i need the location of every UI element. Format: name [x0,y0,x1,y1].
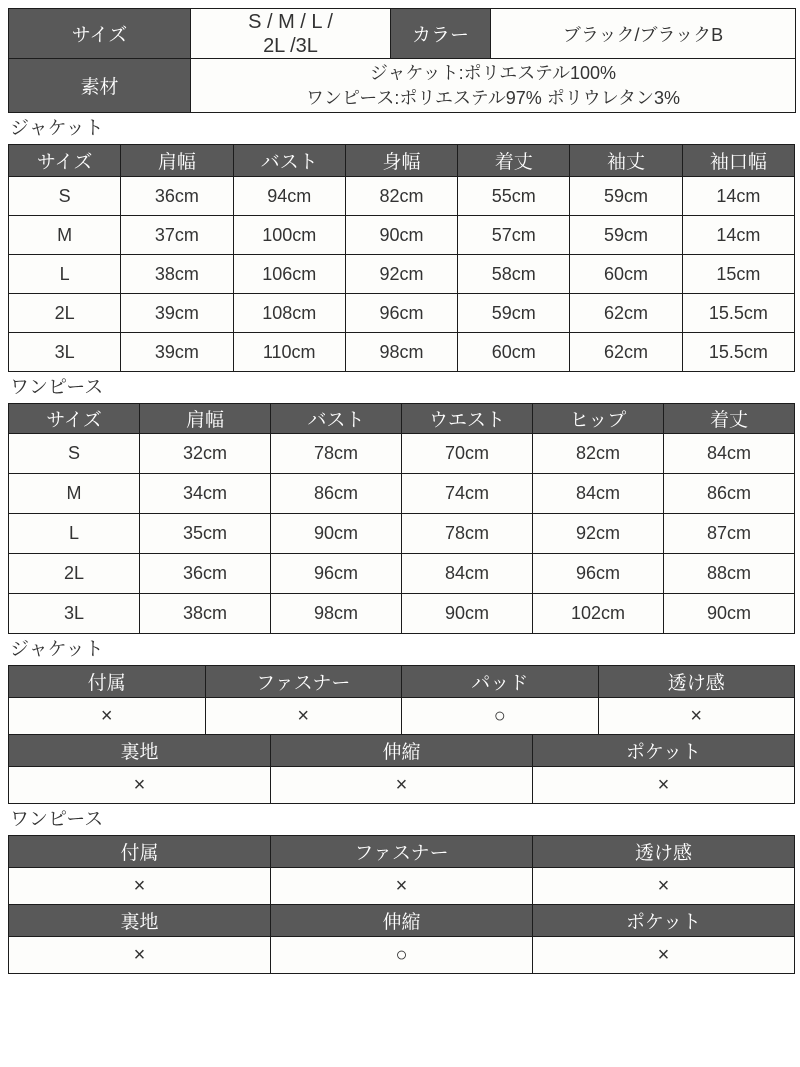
measure-cell: 35cm [140,514,271,554]
measure-cell: 96cm [345,294,457,333]
measure-cell: 59cm [458,294,570,333]
measure-cell: 82cm [345,177,457,216]
detail-header: ポケット [533,735,795,767]
size-cell: L [9,514,140,554]
measure-cell: 55cm [458,177,570,216]
measure-cell: 39cm [121,294,233,333]
measure-cell: 92cm [533,514,664,554]
jacket-col-header: バスト [233,145,345,177]
jacket-size-section-label: ジャケット [10,118,104,139]
onepiece-details-section-label: ワンピース [10,809,104,830]
color-value-cell: ブラック/ブラックB [491,9,796,59]
jacket-size-row [9,216,795,255]
detail-header: 付属 [9,666,206,698]
size-cell: M [9,474,140,514]
onepiece-col-header: 着丈 [664,404,795,434]
onepiece-col-header: ウエスト [402,404,533,434]
detail-header: 伸縮 [271,905,533,937]
measure-cell: 39cm [121,333,233,372]
jacket-size-table [8,144,795,372]
measure-cell: 37cm [121,216,233,255]
measure-cell: 62cm [570,294,682,333]
measure-cell: 15.5cm [682,333,794,372]
detail-mark-cell: ○ [402,698,599,735]
detail-header: 裏地 [9,905,271,937]
measure-cell: 98cm [345,333,457,372]
measure-cell: 90cm [664,594,795,634]
measure-cell: 36cm [121,177,233,216]
detail-mark-cell: × [9,937,271,974]
detail-mark-cell: × [533,937,795,974]
measure-cell: 106cm [233,255,345,294]
size-value-line2: 2L /3L [263,34,318,57]
measure-cell: 14cm [682,177,794,216]
measure-cell: 57cm [458,216,570,255]
measure-cell: 34cm [140,474,271,514]
detail-mark-cell: × [271,868,533,905]
size-cell: 3L [9,594,140,634]
detail-header: 透け感 [533,836,795,868]
measure-cell: 98cm [271,594,402,634]
measure-cell: 74cm [402,474,533,514]
measure-cell: 60cm [458,333,570,372]
material-line2: ワンピース:ポリエステル97% ポリウレタン3% [305,87,681,108]
material-header-cell: 素材 [9,59,191,113]
measure-cell: 92cm [345,255,457,294]
measure-cell: 58cm [458,255,570,294]
measure-cell: 84cm [664,434,795,474]
onepiece-col-header: サイズ [9,404,140,434]
detail-header: 裏地 [9,735,271,767]
onepiece-col-header: ヒップ [533,404,664,434]
jacket-col-header: 着丈 [458,145,570,177]
detail-header: ポケット [533,905,795,937]
measure-cell: 90cm [345,216,457,255]
measure-cell: 78cm [402,514,533,554]
detail-header: 付属 [9,836,271,868]
measure-cell: 96cm [533,554,664,594]
size-cell: L [9,255,121,294]
measure-cell: 14cm [682,216,794,255]
measure-cell: 90cm [402,594,533,634]
size-cell: 3L [9,333,121,372]
measure-cell: 102cm [533,594,664,634]
measure-cell: 36cm [140,554,271,594]
size-header-cell: サイズ [9,9,191,59]
measure-cell: 78cm [271,434,402,474]
detail-header: 透け感 [598,666,795,698]
detail-mark-cell: × [271,767,533,804]
onepiece-size-row [9,474,795,514]
detail-header: パッド [402,666,599,698]
detail-mark-cell: × [205,698,402,735]
jacket-size-row [9,255,795,294]
jacket-col-header: 袖口幅 [682,145,794,177]
onepiece-size-section-label: ワンピース [10,377,104,398]
onepiece-size-row [9,514,795,554]
onepiece-col-header: 肩幅 [140,404,271,434]
measure-cell: 38cm [140,594,271,634]
size-value-cell [191,9,391,59]
jacket-col-header: 肩幅 [121,145,233,177]
measure-cell: 87cm [664,514,795,554]
measure-cell: 86cm [271,474,402,514]
jacket-size-row [9,333,795,372]
measure-cell: 90cm [271,514,402,554]
detail-header: ファスナー [205,666,402,698]
jacket-col-header: 身幅 [345,145,457,177]
detail-mark-cell: × [533,767,795,804]
jacket-col-header: 袖丈 [570,145,682,177]
detail-header: ファスナー [271,836,533,868]
measure-cell: 38cm [121,255,233,294]
measure-cell: 32cm [140,434,271,474]
size-value-line1: S / M / L / [248,10,333,33]
size-cell: S [9,434,140,474]
size-cell: M [9,216,121,255]
measure-cell: 60cm [570,255,682,294]
color-header-cell: カラー [391,9,491,59]
jacket-col-header: サイズ [9,145,121,177]
size-cell: 2L [9,554,140,594]
measure-cell: 96cm [271,554,402,594]
jacket-size-row [9,177,795,216]
size-cell: 2L [9,294,121,333]
onepiece-details-table [8,835,795,974]
detail-mark-cell: × [9,868,271,905]
measure-cell: 86cm [664,474,795,514]
jacket-details-section-label: ジャケット [10,639,104,660]
detail-mark-cell: ○ [271,937,533,974]
measure-cell: 84cm [533,474,664,514]
measure-cell: 84cm [402,554,533,594]
measure-cell: 82cm [533,434,664,474]
measure-cell: 59cm [570,177,682,216]
measure-cell: 94cm [233,177,345,216]
measure-cell: 62cm [570,333,682,372]
material-line1: ジャケット:ポリエステル100% [369,62,617,83]
material-value-cell [191,59,796,113]
detail-mark-cell: × [533,868,795,905]
measure-cell: 88cm [664,554,795,594]
measure-cell: 70cm [402,434,533,474]
detail-header: 伸縮 [271,735,533,767]
measure-cell: 15.5cm [682,294,794,333]
onepiece-size-row [9,554,795,594]
onepiece-col-header: バスト [271,404,402,434]
onepiece-size-row [9,594,795,634]
top-info-table [8,8,796,113]
measure-cell: 110cm [233,333,345,372]
onepiece-size-table [8,403,795,634]
detail-mark-cell: × [9,698,206,735]
detail-mark-cell: × [9,767,271,804]
measure-cell: 100cm [233,216,345,255]
jacket-size-row [9,294,795,333]
measure-cell: 15cm [682,255,794,294]
detail-mark-cell: × [598,698,795,735]
measure-cell: 108cm [233,294,345,333]
jacket-details-table [8,665,795,804]
measure-cell: 59cm [570,216,682,255]
onepiece-size-row [9,434,795,474]
size-cell: S [9,177,121,216]
